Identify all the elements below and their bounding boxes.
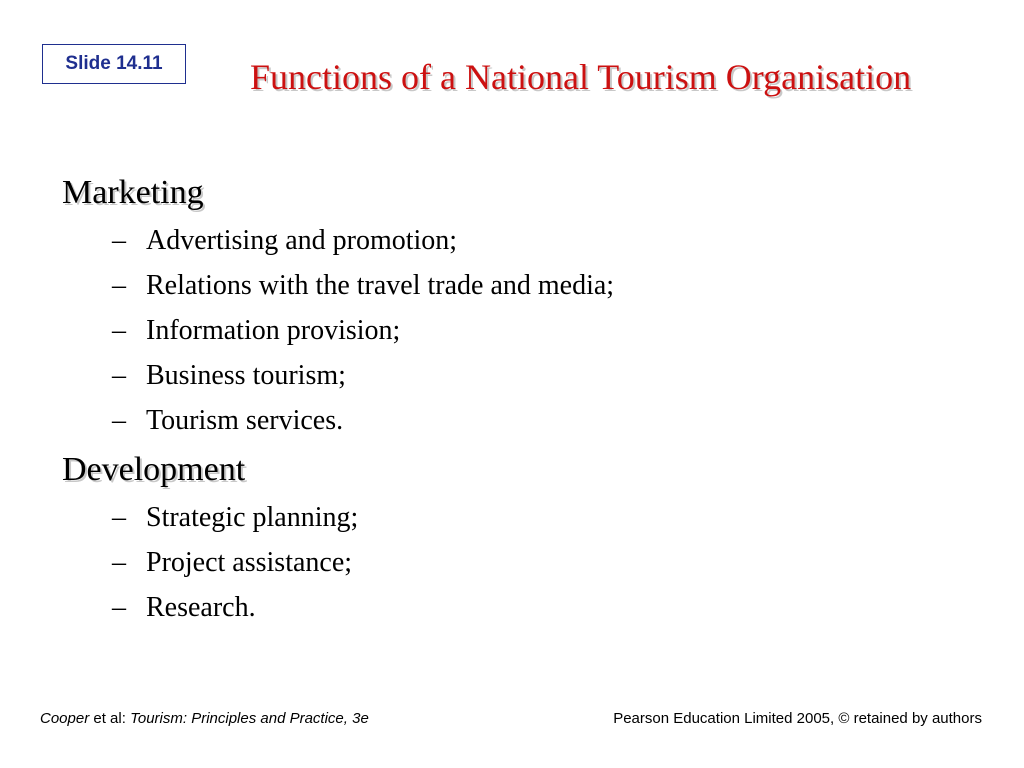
footer-author: Cooper: [40, 710, 90, 727]
list-item: [62, 308, 962, 353]
slide-content: [62, 170, 962, 630]
section-heading-development: Development: [62, 451, 246, 488]
list-item-text: Advertising and promotion;: [146, 225, 458, 256]
slide-number-badge: Slide 14.11: [42, 44, 186, 84]
list-item-text: Tourism services.: [146, 405, 344, 436]
footer-citation: [40, 710, 369, 727]
list-item-text: Business tourism;: [146, 360, 346, 391]
list-item-text: Strategic planning;: [146, 502, 359, 533]
list-item: [62, 398, 962, 443]
dash-bullet: –: [112, 315, 126, 346]
dash-bullet: –: [112, 360, 126, 391]
dash-bullet: –: [112, 270, 126, 301]
list-item: [62, 218, 962, 263]
list-item: [62, 353, 962, 398]
list-item: [62, 495, 962, 540]
section-heading-marketing: Marketing: [62, 174, 204, 211]
dash-bullet: –: [112, 547, 126, 578]
list-item: [62, 585, 962, 630]
list-item-text: Information provision;: [146, 315, 401, 346]
list-item: [62, 540, 962, 585]
list-item: [62, 263, 962, 308]
dash-bullet: –: [112, 225, 126, 256]
footer-book-title: Tourism: Principles and Practice, 3e: [130, 710, 369, 727]
footer-etal: et al:: [89, 710, 131, 727]
slide-title: Functions of a National Tourism Organisation: [250, 57, 912, 97]
list-item-text: Research.: [146, 592, 256, 623]
list-item-text: Relations with the travel trade and media;: [146, 270, 615, 301]
list-item-text: Project assistance;: [146, 547, 353, 578]
dash-bullet: –: [112, 405, 126, 436]
footer-copyright: Pearson Education Limited 2005, © retained by authors: [613, 710, 982, 727]
dash-bullet: –: [112, 592, 126, 623]
dash-bullet: –: [112, 502, 126, 533]
